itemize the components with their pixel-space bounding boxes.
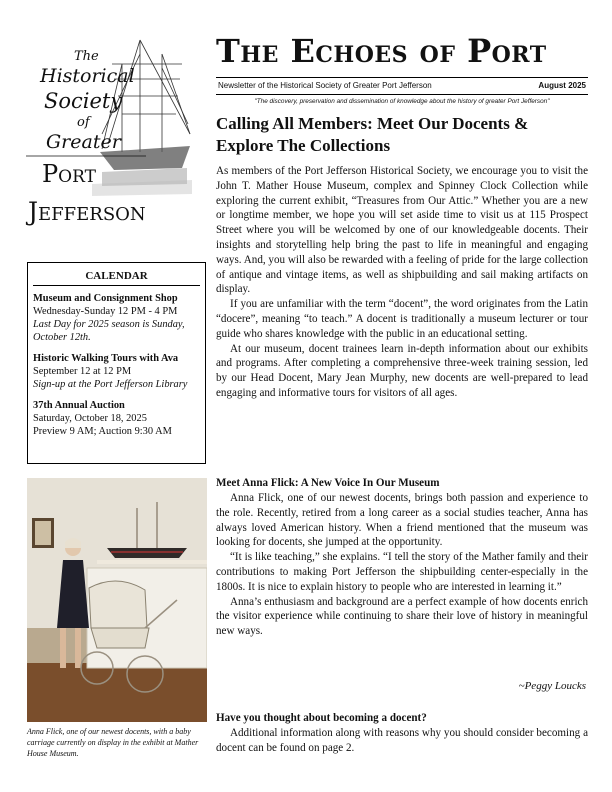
calendar-title: CALENDAR	[85, 270, 148, 282]
newsletter-title: The Echoes of Port	[216, 32, 547, 70]
logo-text-of: of	[77, 115, 90, 130]
tall-ship-icon	[22, 34, 192, 264]
logo-text-greater: Greater	[46, 131, 121, 153]
calendar-divider	[33, 285, 200, 286]
logo-text-historical: Historical	[40, 65, 135, 87]
society-logo	[22, 34, 192, 264]
calendar-event-date: Saturday, October 18, 2025	[33, 413, 147, 424]
calendar-event-time: Wednesday-Sunday 12 PM - 4 PM	[33, 306, 178, 317]
calendar-box	[27, 262, 206, 464]
calendar-event-title: Museum and Consignment Shop	[33, 293, 178, 304]
logo-text-jefferson: Jefferson	[28, 197, 146, 226]
issue-date: August 2025	[538, 81, 586, 90]
article-paragraph: At our museum, docent trainees learn in-depth information about our exhibits and programs. After completing a comprehensive three-week training session, led by our Head Docent, Mary Jean Murphy, new docents are well-prepared to lead engaging and informative tours for visitors of all ages.	[216, 342, 588, 399]
anna-flick-photo	[27, 478, 207, 722]
calendar-event-time: September 12 at 12 PM	[33, 366, 132, 377]
docent-question-text: Additional information along with reasons why you should consider becoming a docent can be found on page 2.	[216, 727, 588, 754]
masthead-divider-top	[216, 77, 588, 78]
anna-paragraph: “It is like teaching,” she explains. “I tell the story of the Mather family and their contributions to making Port Jefferson the shipbuilding center-especially in the 1800s. It is nice to explain history to people who are interested in learning it.”	[216, 551, 588, 593]
article-headline: Calling All Members: Meet Our Docents & Explore The Collections	[216, 114, 529, 155]
calendar-event-note: Last Day for 2025 season is Sunday, October 12th.	[33, 319, 185, 343]
anna-section-heading: Meet Anna Flick: A New Voice In Our Museum	[216, 477, 440, 489]
author-byline: ~Peggy Loucks	[518, 680, 586, 692]
logo-text-the: The	[74, 49, 99, 64]
calendar-event	[33, 352, 200, 391]
article-paragraph: If you are unfamiliar with the term “docent”, the word originates from the Latin “docere”, meaning “to teach.” A docent is traditionally a museum lecturer or tour guide who shares knowledge with the public in an educational setting.	[216, 298, 588, 340]
docent-question-body	[216, 726, 588, 756]
calendar-event-title: 37th Annual Auction	[33, 400, 125, 411]
masthead-info-line	[218, 80, 586, 92]
calendar-event	[33, 399, 200, 438]
anna-paragraph: Anna Flick, one of our newest docents, brings both passion and experience to the role. Recently, retired from a long career as a social studies teacher, Anna has always loved American history. When a friend mentioned that the museum was looking for docents, she jumped at the opportunity.	[216, 492, 588, 549]
article-paragraph: As members of the Port Jefferson Historical Society, we encourage you to visit the John T. Mather House Museum, complex and Spinney Clock Collection while exploring the current exhibit, “Treasures from Our Attic.” Whether you are a new or longtime member, we hope you will set aside time to visit us at 115 Prospect Street where you will be welcomed by one of our knowledgeable docents. Their insights and storytelling help bring the past to life in meaningful and engaging ways. And, you will also be rewarded with a feeling of pride for the large collection of antique and vintage items, as well as shipbuilding and sail making artifacts on display.	[216, 165, 588, 296]
calendar-event	[33, 292, 200, 344]
photo-caption: Anna Flick, one of our newest docents, with a baby carriage currently on display in the exhibit at Mather House Museum.	[27, 727, 199, 758]
anna-article-body	[216, 491, 588, 639]
calendar-event-time: Preview 9 AM; Auction 9:30 AM	[33, 426, 172, 437]
docent-question-heading: Have you thought about becoming a docent?	[216, 712, 427, 724]
logo-text-society: Society	[44, 89, 123, 113]
anna-paragraph: Anna’s enthusiasm and background are a perfect example of how docents enrich the visitor experience while continuing to share their love of history in meaningful new ways.	[216, 595, 588, 638]
calendar-event-note: Sign-up at the Port Jefferson Library	[33, 379, 188, 390]
logo-text-port: Port	[42, 160, 96, 188]
masthead-divider-bottom	[216, 94, 588, 95]
calendar-event-title: Historic Walking Tours with Ava	[33, 353, 179, 364]
newsletter-label: Newsletter of the Historical Society of Greater Port Jefferson	[218, 81, 432, 90]
article-body	[216, 164, 588, 401]
society-tagline: "The discovery, preservation and dissemination of knowledge about the history of greater Port Jefferson"	[254, 98, 550, 105]
